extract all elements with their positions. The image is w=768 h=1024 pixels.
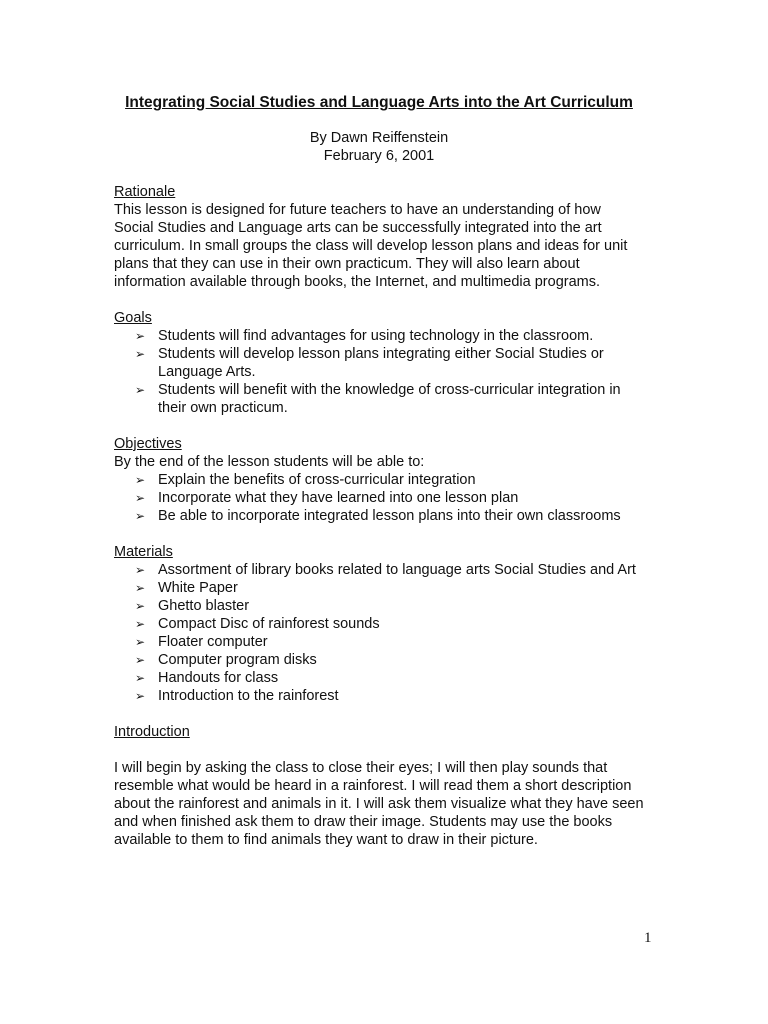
arrow-bullet-icon: ➢ <box>135 581 146 595</box>
list-item <box>135 345 644 381</box>
rationale-heading: Rationale <box>114 184 176 200</box>
list-item-text: Students will develop lesson plans integrating either Social Studies or Language Arts. <box>158 346 604 380</box>
goals-heading: Goals <box>114 310 152 326</box>
byline <box>114 129 644 165</box>
goals-section <box>114 309 644 417</box>
list-item <box>135 651 644 669</box>
arrow-bullet-icon: ➢ <box>135 509 146 523</box>
list-item <box>135 615 644 633</box>
list-item <box>135 489 644 507</box>
list-item-text: Assortment of library books related to language arts Social Studies and Art <box>158 562 636 578</box>
date: February 6, 2001 <box>323 148 435 164</box>
list-item-text: Handouts for class <box>158 670 279 686</box>
arrow-bullet-icon: ➢ <box>135 653 146 667</box>
materials-section <box>114 543 644 705</box>
introduction-section <box>114 723 644 849</box>
document-title: Integrating Social Studies and Language Arts into the Art Curriculum <box>125 94 633 111</box>
goals-list <box>114 327 644 417</box>
arrow-bullet-icon: ➢ <box>135 383 146 397</box>
arrow-bullet-icon: ➢ <box>135 329 146 343</box>
list-item-text: Explain the benefits of cross-curricular integration <box>158 472 476 488</box>
arrow-bullet-icon: ➢ <box>135 491 146 505</box>
arrow-bullet-icon: ➢ <box>135 347 146 361</box>
list-item <box>135 687 644 705</box>
list-item <box>135 507 644 525</box>
rationale-section <box>114 183 644 291</box>
arrow-bullet-icon: ➢ <box>135 599 146 613</box>
list-item-text: Introduction to the rainforest <box>158 688 339 704</box>
rationale-text: This lesson is designed for future teachers to have an understanding of how Social Studies and Language arts can be successfully integrated into the art curriculum. In small groups the class will develop lesson plans and ideas for unit plans that they can use in their own practicum. They will also learn about information available through books, the Internet, and multimedia programs. <box>114 202 628 290</box>
materials-list <box>114 561 644 705</box>
arrow-bullet-icon: ➢ <box>135 617 146 631</box>
list-item <box>135 579 644 597</box>
introduction-text: I will begin by asking the class to close their eyes; I will then play sounds that resemble what would be heard in a rainforest. I will read them a short description about the rainforest and animals in it. I will ask them visualize what they have seen and when finished ask them to draw their image. Students may use the books available to them to find animals they want to draw in their picture. <box>114 760 644 848</box>
list-item-text: Be able to incorporate integrated lesson plans into their own classrooms <box>158 508 621 524</box>
list-item-text: Computer program disks <box>158 652 317 668</box>
list-item <box>135 561 644 579</box>
list-item-text: Students will find advantages for using technology in the classroom. <box>158 328 594 344</box>
list-item-text: Floater computer <box>158 634 268 650</box>
materials-heading: Materials <box>114 544 173 560</box>
objectives-intro: By the end of the lesson students will be able to: <box>114 454 425 470</box>
document-page <box>114 93 644 867</box>
list-item-text: Ghetto blaster <box>158 598 250 614</box>
spacer <box>114 741 644 759</box>
objectives-section <box>114 435 644 525</box>
arrow-bullet-icon: ➢ <box>135 635 146 649</box>
arrow-bullet-icon: ➢ <box>135 671 146 685</box>
introduction-heading: Introduction <box>114 724 190 740</box>
list-item-text: Incorporate what they have learned into one lesson plan <box>158 490 519 506</box>
list-item <box>135 381 644 417</box>
arrow-bullet-icon: ➢ <box>135 689 146 703</box>
arrow-bullet-icon: ➢ <box>135 473 146 487</box>
objectives-heading: Objectives <box>114 436 182 452</box>
arrow-bullet-icon: ➢ <box>135 563 146 577</box>
objectives-list <box>114 471 644 525</box>
list-item <box>135 669 644 687</box>
list-item-text: Compact Disc of rainforest sounds <box>158 616 380 632</box>
list-item <box>135 327 644 345</box>
list-item-text: White Paper <box>158 580 238 596</box>
page-number: 1 <box>644 930 652 946</box>
list-item-text: Students will benefit with the knowledge of cross-curricular integration in their own practicum. <box>158 382 621 416</box>
list-item <box>135 633 644 651</box>
author: By Dawn Reiffenstein <box>309 130 449 146</box>
list-item <box>135 597 644 615</box>
list-item <box>135 471 644 489</box>
